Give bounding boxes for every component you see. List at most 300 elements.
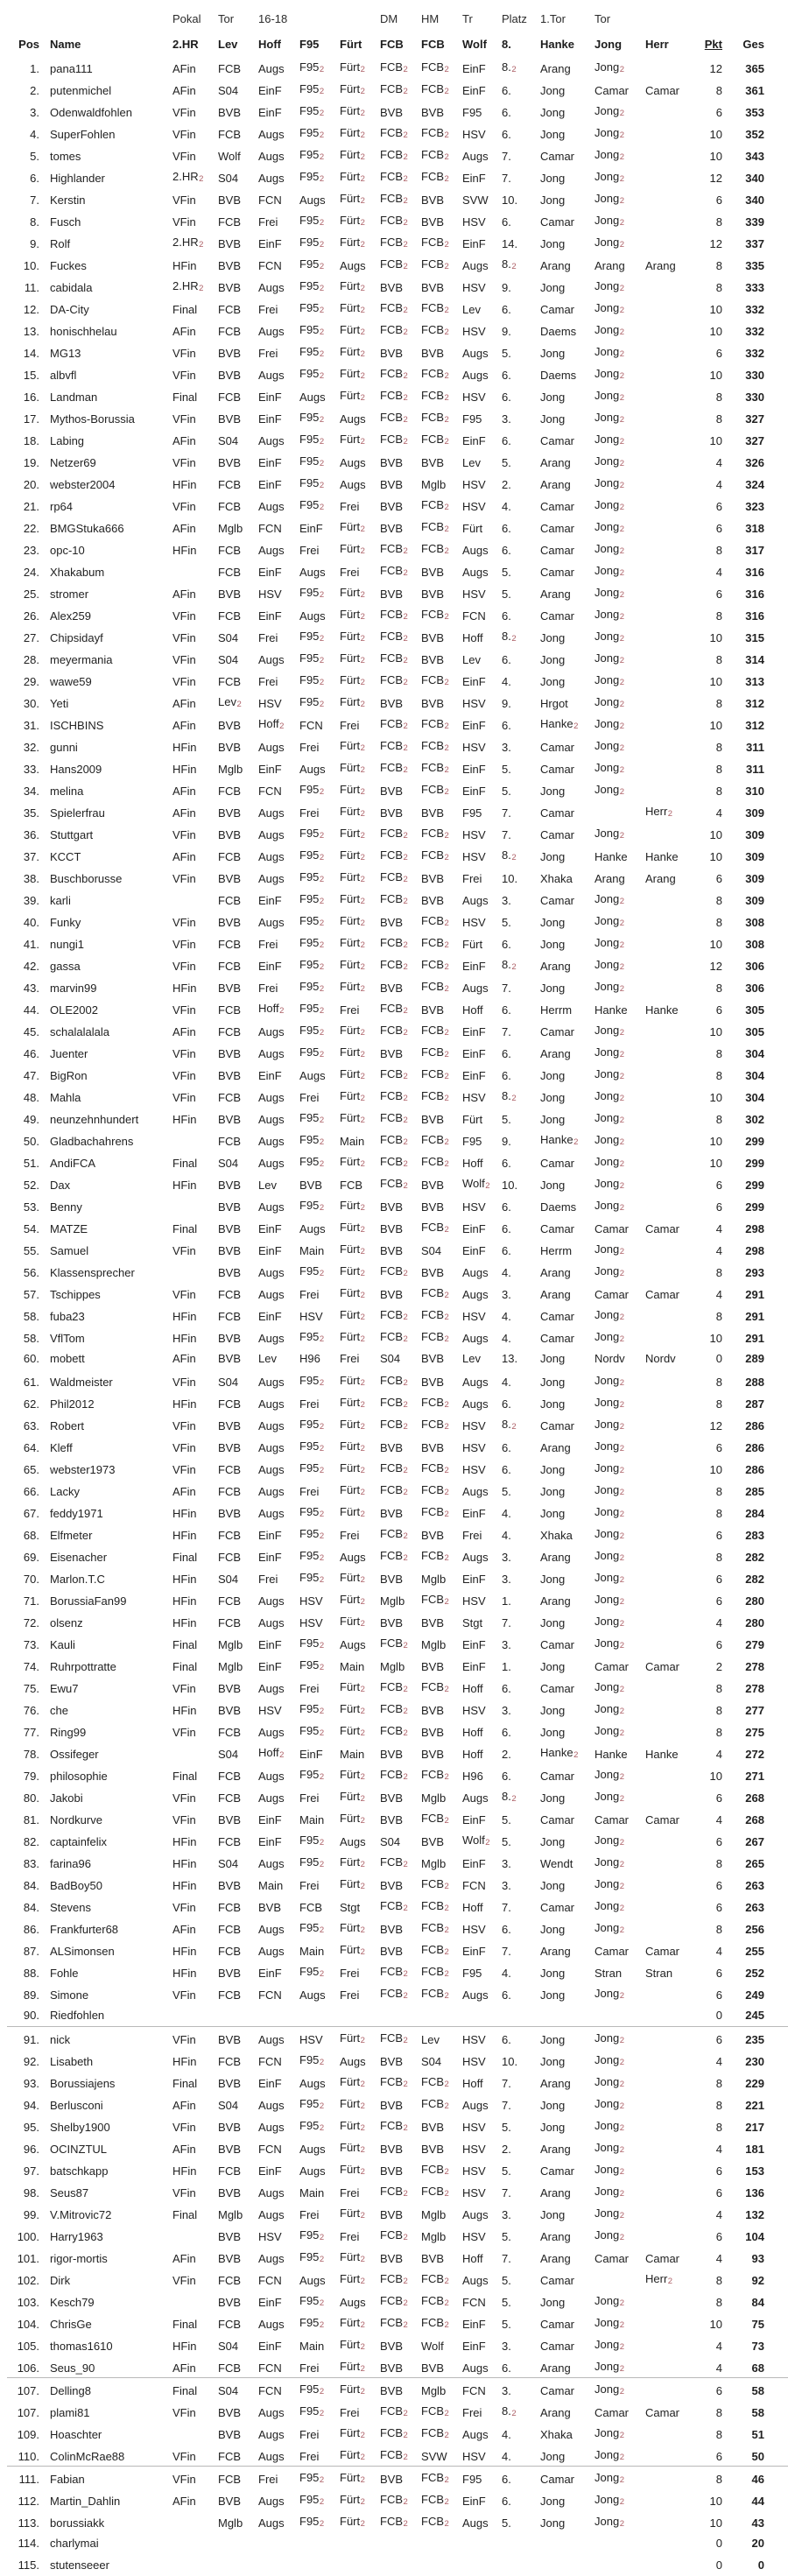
cell-dm: FCB2 — [380, 1680, 408, 1694]
cell-wolf: Augs — [462, 1265, 489, 1279]
cell-pos: 44. — [23, 1003, 39, 1017]
cell-dm: FCB2 — [380, 2272, 408, 2286]
cell-hm: BVB — [421, 1703, 445, 1717]
subscript-2: 2 — [444, 1028, 449, 1038]
cell-platz: 4. — [502, 1331, 511, 1345]
subscript-2: 2 — [619, 2431, 624, 2440]
cell-lev: FCB — [218, 784, 241, 798]
cell-jong: Jong2 — [595, 323, 624, 337]
cell-fuert: Fürt2 — [340, 1374, 365, 1388]
cell-pos: 53. — [23, 1200, 39, 1214]
cell-lev: FCB — [218, 1922, 241, 1936]
cell-pkt: 6 — [715, 871, 722, 885]
subscript-2: 2 — [403, 634, 408, 644]
cell-ges: 312 — [745, 696, 764, 710]
cell-wolf: Hoff — [462, 2251, 483, 2265]
cell-fuert: Fürt2 — [340, 542, 365, 556]
cell-pokal: VFin — [172, 827, 196, 841]
table-row — [7, 932, 788, 954]
cell-fuert: Fürt2 — [340, 214, 365, 228]
cell-hanke: Jong — [540, 83, 566, 97]
cell-jong: Jong2 — [595, 739, 624, 753]
subscript-2: 2 — [444, 415, 449, 425]
subscript-2: 2 — [444, 2475, 449, 2485]
cell-f95: F952 — [299, 1702, 325, 1716]
cell-pos: 77. — [23, 1725, 39, 1739]
cell-lev: FCB — [218, 937, 241, 951]
cell-pkt: 10 — [709, 433, 722, 447]
cell-name: Ewu7 — [50, 1681, 79, 1695]
column-header-hm: FCB — [421, 37, 445, 51]
cell-fuert: Fürt2 — [340, 2515, 365, 2529]
cell-f95: FCN — [299, 718, 323, 732]
cell-wolf: Augs — [462, 1375, 489, 1389]
subscript-2: 2 — [360, 152, 365, 162]
cell-ges: 304 — [745, 1046, 764, 1060]
cell-ges: 340 — [745, 171, 764, 185]
cell-fuert: Fürt2 — [340, 1790, 365, 1804]
cell-fuert: Frei — [340, 1528, 360, 1542]
cell-dm: FCB2 — [380, 1308, 408, 1322]
cell-jong: Jong2 — [595, 2382, 624, 2397]
cell-pos: 74. — [23, 1659, 39, 1673]
cell-jong: Jong2 — [595, 1089, 624, 1103]
cell-platz: 4. — [502, 1265, 511, 1279]
cell-pos: 31. — [23, 718, 39, 732]
cell-pokal: AFin — [172, 849, 196, 863]
cell-hm: FCB2 — [421, 236, 449, 250]
cell-herr: Camar — [645, 1221, 680, 1235]
cell-platz: 4. — [502, 1375, 511, 1389]
table-row — [7, 1588, 788, 1610]
cell-hm: FCB2 — [421, 1024, 449, 1038]
cell-hm: FCB2 — [421, 936, 449, 950]
cell-ges: 43 — [751, 2516, 764, 2530]
cell-hm: FCB2 — [421, 1067, 449, 1081]
cell-fuert: Fürt2 — [340, 1045, 365, 1059]
cell-ges: 323 — [745, 499, 764, 513]
table-row — [7, 975, 788, 997]
cell-pos: 55. — [23, 1243, 39, 1257]
subscript-2: 2 — [403, 415, 408, 425]
cell-name: Dirk — [50, 2273, 71, 2287]
cell-f95: F952 — [299, 170, 325, 184]
cell-lev: BVB — [218, 1243, 242, 1257]
cell-fuert: Fürt2 — [340, 673, 365, 687]
table-row — [7, 144, 788, 165]
table-row — [7, 1939, 788, 1960]
cell-pos: 47. — [23, 1068, 39, 1082]
cell-wolf: EinF — [462, 1572, 486, 1586]
cell-jong: Jong2 — [595, 936, 624, 950]
cell-lev: FCB — [218, 1003, 241, 1017]
cell-lev: FCB — [218, 324, 241, 338]
cell-lev: BVB — [218, 1440, 242, 1454]
cell-lev: FCB — [218, 1615, 241, 1629]
cell-f95: H96 — [299, 1352, 320, 1365]
subscript-2: 2 — [444, 2277, 449, 2286]
cell-f95: F952 — [299, 586, 325, 600]
subscript-2: 2 — [619, 743, 624, 753]
cell-name: SuperFohlen — [50, 127, 116, 141]
subscript-2: 2 — [619, 2233, 624, 2242]
cell-pkt: 6 — [715, 1637, 722, 1651]
subscript-2: 2 — [319, 700, 325, 709]
cell-pkt: 10 — [709, 718, 722, 732]
subscript-2: 2 — [619, 1313, 624, 1322]
cell-hoff: Augs — [258, 368, 285, 382]
cell-dm: FCB2 — [380, 630, 408, 644]
subscript-2: 2 — [511, 1422, 517, 1432]
subscript-2: 2 — [444, 1772, 449, 1782]
cell-name: Frankfurter68 — [50, 1922, 119, 1936]
cell-dm: S04 — [380, 1834, 401, 1848]
cell-name: Dax — [50, 1178, 71, 1192]
cell-jong: Jong2 — [595, 192, 624, 206]
cell-pos: 29. — [23, 674, 39, 688]
cell-dm: FCB2 — [380, 1177, 408, 1191]
cell-pos: 32. — [23, 740, 39, 754]
cell-f95: F952 — [299, 1264, 325, 1278]
cell-name: nungi1 — [50, 937, 85, 951]
subscript-2: 2 — [403, 2453, 408, 2462]
cell-pkt: 8 — [715, 652, 722, 666]
subscript-2: 2 — [360, 2431, 365, 2440]
cell-wolf: F95 — [462, 806, 482, 820]
cell-name: Odenwaldfohlen — [50, 105, 132, 119]
cell-pos: 86. — [23, 1922, 39, 1936]
cell-pokal: HFin — [172, 981, 197, 995]
cell-wolf: Augs — [462, 981, 489, 995]
cell-name: Kauli — [50, 1637, 75, 1651]
subscript-2: 2 — [619, 503, 624, 512]
subscript-2: 2 — [444, 1925, 449, 1935]
cell-wolf: Hoff — [462, 1681, 483, 1695]
subscript-2: 2 — [319, 2255, 325, 2264]
cell-lev: FCB — [218, 2317, 241, 2331]
subscript-2: 2 — [444, 1334, 449, 1344]
cell-hanke: Arang — [540, 258, 571, 272]
subscript-2: 2 — [319, 1575, 325, 1585]
cell-lev: FCB — [218, 543, 241, 557]
subscript-2: 2 — [619, 2497, 624, 2507]
cell-f95: F952 — [299, 301, 325, 315]
cell-fuert: Fürt2 — [340, 82, 365, 96]
cell-pos: 49. — [23, 1112, 39, 1126]
cell-wolf: HSV — [462, 1090, 486, 1104]
cell-jong: Nordv — [595, 1352, 625, 1365]
cell-dm: S04 — [380, 1352, 401, 1365]
table-row — [7, 2554, 788, 2576]
table-row — [7, 2333, 788, 2355]
cell-jong: Jong2 — [595, 761, 624, 775]
table-row — [7, 165, 788, 187]
cell-dm: FCB2 — [380, 608, 408, 622]
subscript-2: 2 — [279, 721, 285, 731]
subscript-2: 2 — [444, 1313, 449, 1322]
cell-pkt: 8 — [715, 215, 722, 229]
subscript-2: 2 — [444, 918, 449, 928]
cell-f95: Augs — [299, 565, 326, 579]
cell-f95: F952 — [299, 1768, 325, 1782]
cell-wolf: Fürt — [462, 1112, 483, 1126]
cell-name: Stuttgart — [50, 827, 94, 841]
cell-fuert: Frei — [340, 1003, 360, 1017]
cell-pokal: VFin — [172, 346, 196, 360]
cell-hm: FCB2 — [421, 2075, 449, 2089]
cell-name: MATZE — [50, 1221, 88, 1235]
cell-platz: 5. — [502, 565, 511, 579]
cell-jong: Jong2 — [595, 345, 624, 359]
cell-lev: FCB — [218, 1134, 241, 1148]
cell-ges: 245 — [745, 2009, 764, 2022]
cell-hoff: Augs — [258, 2427, 285, 2441]
cell-pkt: 8 — [715, 696, 722, 710]
subscript-2: 2 — [360, 1860, 365, 1869]
cell-dm: BVB — [380, 1572, 404, 1586]
subscript-2: 2 — [319, 459, 325, 468]
subscript-2: 2 — [360, 2036, 365, 2045]
cell-jong: Jong2 — [595, 914, 624, 928]
subscript-2: 2 — [444, 1050, 449, 1059]
cell-dm: FCB2 — [380, 1330, 408, 1344]
cell-dm: BVB — [380, 1747, 404, 1761]
cell-name: Martin_Dahlin — [50, 2494, 121, 2508]
table-row — [7, 2312, 788, 2333]
cell-lev: FCB — [218, 1900, 241, 1914]
cell-dm: BVB — [380, 784, 404, 798]
cell-wolf: Wolf2 — [462, 1833, 490, 1848]
cell-f95: F952 — [299, 2404, 325, 2418]
cell-platz: 6. — [502, 521, 511, 535]
cell-hoff: Augs — [258, 1134, 285, 1148]
cell-hoff: FCN — [258, 521, 282, 535]
cell-ges: 20 — [751, 2537, 764, 2550]
cell-platz: 7. — [502, 2251, 511, 2265]
cell-hoff: FCN — [258, 2361, 282, 2375]
cell-pkt: 6 — [715, 2164, 722, 2178]
cell-platz: 8.2 — [502, 848, 517, 862]
subscript-2: 2 — [619, 962, 624, 972]
cell-hoff: HSV — [258, 1703, 282, 1717]
cell-hm: FCB2 — [421, 2097, 449, 2111]
cell-hanke: Jong — [540, 1462, 566, 1476]
table-row — [7, 735, 788, 757]
subscript-2: 2 — [403, 1488, 408, 1497]
table-row — [7, 428, 788, 450]
cell-wolf: Hoff — [462, 1725, 483, 1739]
cell-hm: BVB — [421, 1112, 445, 1126]
cell-pokal: VFin — [172, 2185, 196, 2199]
cell-f95: F952 — [299, 126, 325, 140]
cell-platz: 5. — [502, 587, 511, 601]
subscript-2: 2 — [619, 940, 624, 950]
cell-name: Benny — [50, 1200, 82, 1214]
cell-ges: 293 — [745, 1265, 764, 1279]
cell-hanke: Jong — [540, 1878, 566, 1892]
cell-ges: 353 — [745, 105, 764, 119]
cell-hoff: Augs — [258, 2251, 285, 2265]
subscript-2: 2 — [403, 1422, 408, 1432]
cell-hanke: Arang — [540, 1287, 571, 1301]
cell-name: Waldmeister — [50, 1375, 113, 1389]
cell-f95: F952 — [299, 1002, 325, 1016]
subscript-2: 2 — [360, 1422, 365, 1432]
cell-pkt: 4 — [715, 2251, 722, 2265]
cell-lev: FCB — [218, 127, 241, 141]
cell-hanke: Wendt — [540, 1856, 573, 1870]
cell-dm: FCB2 — [380, 542, 408, 556]
cell-ges: 285 — [745, 1484, 764, 1498]
cell-hoff: Augs — [258, 2032, 285, 2046]
cell-ges: 306 — [745, 959, 764, 973]
table-row — [7, 56, 788, 78]
cell-fuert: Augs — [340, 1637, 366, 1651]
subscript-2: 2 — [619, 1619, 624, 1629]
cell-herr: Camar — [645, 1812, 680, 1826]
cell-f95: F952 — [299, 980, 325, 994]
cell-dm: FCB2 — [380, 60, 408, 74]
cell-pos: 21. — [23, 499, 39, 513]
table-row — [7, 2136, 788, 2158]
cell-ges: 84 — [751, 2295, 764, 2309]
table-row — [7, 691, 788, 713]
cell-name: Labing — [50, 433, 85, 447]
cell-pkt: 4 — [715, 1243, 722, 1257]
subscript-2: 2 — [360, 2497, 365, 2507]
cell-platz: 5. — [502, 1112, 511, 1126]
cell-ges: 235 — [745, 2032, 764, 2046]
subscript-2: 2 — [444, 1072, 449, 1081]
subscript-2: 2 — [444, 503, 449, 512]
cell-hm: Mglb — [421, 1791, 447, 1805]
cell-name: KCCT — [50, 849, 81, 863]
cell-name: Mythos-Borussia — [50, 412, 135, 426]
subscript-2: 2 — [199, 240, 204, 250]
cell-pkt: 6 — [715, 346, 722, 360]
subscript-2: 2 — [319, 1116, 325, 1125]
cell-hm: Mglb — [421, 2383, 447, 2397]
cell-dm: BVB — [380, 280, 404, 294]
cell-name: AndiFCA — [50, 1156, 96, 1170]
cell-wolf: HSV — [462, 740, 486, 754]
cell-name: Phil2012 — [50, 1397, 95, 1411]
cell-ges: 309 — [745, 827, 764, 841]
cell-ges: 308 — [745, 937, 764, 951]
cell-dm: BVB — [380, 346, 404, 360]
cell-lev: Mglb — [218, 1637, 243, 1651]
subscript-2: 2 — [360, 1816, 365, 1826]
subscript-2: 2 — [319, 678, 325, 687]
cell-pokal: HFin — [172, 2164, 197, 2178]
subscript-2: 2 — [360, 1772, 365, 1782]
cell-name: honischhelau — [50, 324, 117, 338]
cell-hm: BVB — [421, 2251, 445, 2265]
cell-name: feddy1971 — [50, 1506, 103, 1520]
cell-herr: Stran — [645, 1966, 673, 1980]
subscript-2: 2 — [619, 1925, 624, 1935]
cell-pokal: VFin — [172, 1725, 196, 1739]
cell-ges: 0 — [757, 2558, 764, 2572]
cell-pokal: AFin — [172, 718, 196, 732]
cell-fuert: Fürt2 — [340, 1877, 365, 1891]
cell-jong: Camar — [595, 83, 630, 97]
cell-wolf: EinF — [462, 1024, 486, 1038]
subscript-2: 2 — [360, 1225, 365, 1235]
subscript-2: 2 — [319, 962, 325, 972]
cell-wolf: Lev — [462, 455, 481, 469]
cell-hm: S04 — [421, 2054, 442, 2068]
subscript-2: 2 — [619, 306, 624, 315]
cell-fuert: Fürt2 — [340, 1615, 365, 1629]
subscript-2: 2 — [619, 481, 624, 490]
subscript-2: 2 — [360, 1291, 365, 1300]
cell-wolf: Augs — [462, 1484, 489, 1498]
subscript-2: 2 — [511, 634, 517, 644]
cell-jong: Jong2 — [595, 1571, 624, 1585]
cell-hanke: Jong — [540, 1068, 566, 1082]
subscript-2: 2 — [619, 1334, 624, 1344]
cell-ges: 313 — [745, 674, 764, 688]
cell-jong: Jong2 — [595, 608, 624, 622]
cell-hanke: Jong — [540, 2098, 566, 2112]
cell-platz: 4. — [502, 2449, 511, 2463]
cell-pkt: 10 — [709, 1156, 722, 1170]
cell-platz: 6. — [502, 609, 511, 623]
cell-f95: F952 — [299, 2294, 325, 2308]
cell-name: webster1973 — [50, 1462, 116, 1476]
cell-fuert: Fürt2 — [340, 1111, 365, 1125]
cell-wolf: Hoff — [462, 1156, 483, 1170]
cell-pokal: Final — [172, 2383, 198, 2397]
cell-fuert: Augs — [340, 412, 366, 426]
cell-pokal: Final — [172, 1156, 198, 1170]
cell-platz: 6. — [502, 2472, 511, 2486]
cell-hm: Wolf — [421, 2339, 444, 2353]
subscript-2: 2 — [619, 2342, 624, 2352]
cell-name: karli — [50, 893, 71, 907]
subscript-2: 2 — [319, 2101, 325, 2111]
cell-platz: 3. — [502, 2339, 511, 2353]
cell-hoff: Augs — [258, 1922, 285, 1936]
table-row — [7, 647, 788, 669]
cell-jong: Jong2 — [595, 1505, 624, 1519]
subscript-2: 2 — [444, 831, 449, 841]
cell-hoff: FCN — [258, 1988, 282, 2002]
cell-f95: Augs — [299, 193, 326, 207]
table-row — [7, 2355, 788, 2378]
cell-jong: Jong2 — [595, 2338, 624, 2352]
cell-dm: FCB2 — [380, 2493, 408, 2507]
cell-pokal: AFin — [172, 61, 196, 75]
subscript-2: 2 — [319, 1531, 325, 1541]
cell-platz: 6. — [502, 1440, 511, 1454]
cell-pkt: 8 — [715, 1375, 722, 1389]
subscript-2: 2 — [360, 1378, 365, 1388]
cell-lev: BVB — [218, 2185, 242, 2199]
cell-jong: Jong2 — [595, 1724, 624, 1738]
cell-fuert: Fürt2 — [340, 2250, 365, 2264]
cell-fuert: Fürt2 — [340, 936, 365, 950]
subscript-2: 2 — [403, 1969, 408, 1979]
cell-jong: Jong2 — [595, 2228, 624, 2242]
subscript-2: 2 — [403, 1772, 408, 1782]
subscript-2: 2 — [319, 1663, 325, 1672]
cell-hanke: Camar — [540, 740, 575, 754]
cell-hm: FCB2 — [421, 2294, 449, 2308]
subscript-2: 2 — [403, 1400, 408, 1410]
cell-name: captainfelix — [50, 1834, 108, 1848]
